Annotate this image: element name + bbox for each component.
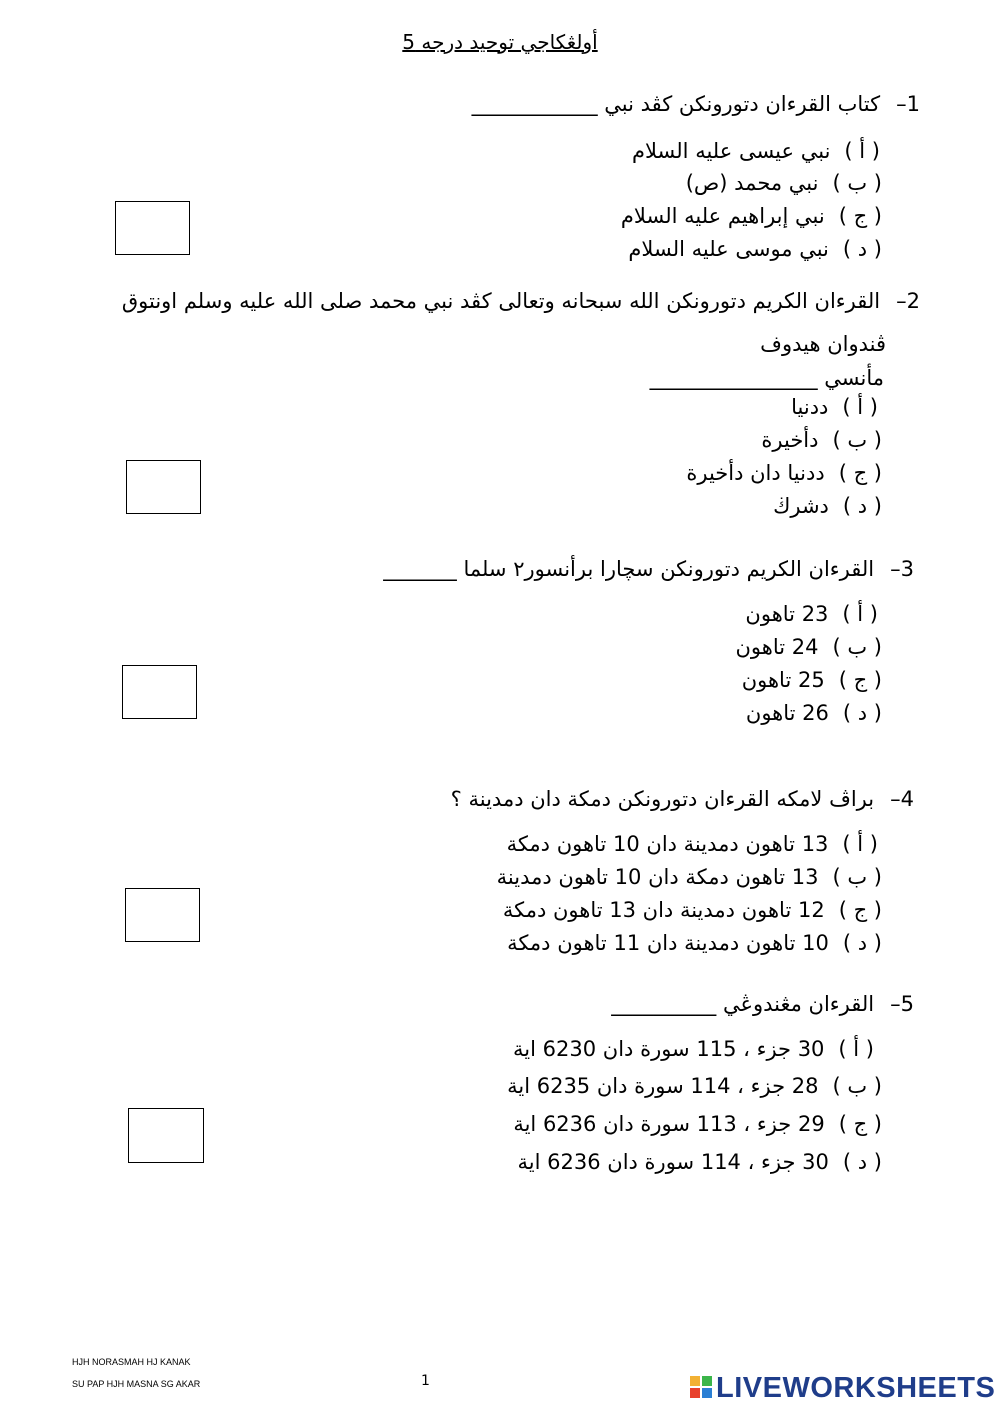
option-label: ( د ) xyxy=(842,1150,882,1174)
option-text: ددنيا xyxy=(791,395,829,419)
option-text: ددنيا دان دأخيرة xyxy=(686,461,825,485)
option-b[interactable] xyxy=(686,171,882,195)
option-text: نبي محمد (ص) xyxy=(685,171,819,195)
question-4 xyxy=(451,787,914,811)
option-label: ( ب ) xyxy=(832,1074,882,1098)
question-text-line: ڤندوان هيدوف xyxy=(760,332,886,356)
option-text: 29 جزء ، 113 سورة دان 6236 اية xyxy=(513,1112,825,1136)
answer-box-2[interactable] xyxy=(126,460,201,514)
option-d[interactable] xyxy=(628,237,882,261)
answer-box-4[interactable] xyxy=(125,888,200,942)
answer-box-3[interactable] xyxy=(122,665,197,719)
option-text: نبي إبراهيم عليه السلام xyxy=(620,204,825,228)
option-c[interactable] xyxy=(686,461,882,485)
question-text: القرءان مڠندوڠي __________ xyxy=(611,992,875,1016)
page-number: 1 xyxy=(421,1373,430,1389)
option-label: ( ج ) xyxy=(838,668,882,692)
option-text: دشرڬ xyxy=(773,494,829,518)
liveworksheets-logo xyxy=(690,1372,995,1405)
question-number: 5– xyxy=(890,992,914,1016)
option-a[interactable] xyxy=(745,602,878,626)
worksheet-title: أولڠكاجي توحيد درجه 5 xyxy=(402,30,598,54)
option-label: ( ب ) xyxy=(832,865,882,889)
option-b[interactable] xyxy=(507,1074,882,1098)
question-1 xyxy=(472,92,920,116)
question-text: القرءان الكريم دتورونكن سچارا برأنسور٢ سلما _______ xyxy=(383,557,875,581)
option-label: ( ب ) xyxy=(832,635,882,659)
option-c[interactable] xyxy=(742,668,882,692)
answer-box-1[interactable] xyxy=(115,201,190,255)
option-text: 13 تاهون دمكة دان 10 تاهون دمدينة xyxy=(496,865,819,889)
option-text: 23 تاهون xyxy=(745,602,829,626)
option-text: نبي عيسى عليه السلام xyxy=(632,139,831,163)
option-d[interactable] xyxy=(507,931,882,955)
option-a[interactable] xyxy=(513,1037,874,1061)
question-5 xyxy=(611,992,914,1016)
question-text: القرءان الكريم دتورونكن الله سبحانه وتعالى كڤد نبي محمد صلى الله عليه وسلم اونتوق xyxy=(121,289,881,313)
option-text: دأخيرة xyxy=(761,428,819,452)
option-label: ( أ ) xyxy=(842,832,878,856)
option-label: ( د ) xyxy=(842,701,882,725)
option-label: ( ج ) xyxy=(838,204,882,228)
question-text-line: مأنسي ________________ xyxy=(649,366,884,390)
author-school: SU PAP HJH MASNA SG AKAR xyxy=(72,1379,201,1389)
option-d[interactable] xyxy=(518,1150,882,1174)
option-b[interactable] xyxy=(735,635,882,659)
option-label: ( ب ) xyxy=(832,171,882,195)
option-text: 10 تاهون دمدينة دان 11 تاهون دمكة xyxy=(507,931,829,955)
option-text: 13 تاهون دمدينة دان 10 تاهون دمكة xyxy=(506,832,829,856)
question-number: 4– xyxy=(890,787,914,811)
option-label: ( ب ) xyxy=(832,428,882,452)
option-text: 25 تاهون xyxy=(741,668,825,692)
option-a[interactable] xyxy=(632,139,880,163)
option-text: 24 تاهون xyxy=(735,635,819,659)
option-text: نبي موسى عليه السلام xyxy=(628,237,829,261)
option-c[interactable] xyxy=(621,204,882,228)
question-number: 1– xyxy=(896,92,920,116)
question-number: 3– xyxy=(890,557,914,581)
option-label: ( د ) xyxy=(842,494,882,518)
option-a[interactable] xyxy=(791,395,878,419)
option-text: 12 تاهون دمدينة دان 13 تاهون دمكة xyxy=(502,898,825,922)
question-3 xyxy=(383,557,914,581)
author-name: HJH NORASMAH HJ KANAK xyxy=(72,1357,191,1367)
option-c[interactable] xyxy=(513,1112,882,1136)
option-label: ( د ) xyxy=(842,237,882,261)
question-text: كتاب القرءان دتورونكن كڤد نبي ____________ xyxy=(471,92,881,116)
option-d[interactable] xyxy=(773,494,882,518)
answer-box-5[interactable] xyxy=(128,1108,204,1163)
question-text: براڤ لامكه القرءان دتورونكن دمكة دان دمدينة ؟ xyxy=(450,787,875,811)
question-2 xyxy=(122,289,920,313)
option-b[interactable] xyxy=(497,865,882,889)
option-label: ( أ ) xyxy=(842,602,878,626)
liveworksheets-logo-icon xyxy=(690,1376,712,1400)
option-text: 28 جزء ، 114 سورة دان 6235 اية xyxy=(507,1074,819,1098)
option-c[interactable] xyxy=(503,898,882,922)
option-label: ( ج ) xyxy=(838,461,882,485)
liveworksheets-logo-text: LIVEWORKSHEETS xyxy=(716,1372,996,1404)
option-label: ( أ ) xyxy=(842,395,878,419)
question-number: 2– xyxy=(896,289,920,313)
option-a[interactable] xyxy=(507,832,878,856)
option-text: 30 جزء ، 115 سورة دان 6230 اية xyxy=(513,1037,825,1061)
option-d[interactable] xyxy=(746,701,882,725)
option-label: ( أ ) xyxy=(838,1037,874,1061)
option-label: ( أ ) xyxy=(844,139,880,163)
option-label: ( ج ) xyxy=(838,1112,882,1136)
option-text: 26 تاهون xyxy=(745,701,829,725)
option-b[interactable] xyxy=(761,428,882,452)
option-label: ( د ) xyxy=(842,931,882,955)
option-text: 30 جزء ، 114 سورة دان 6236 اية xyxy=(517,1150,829,1174)
option-label: ( ج ) xyxy=(838,898,882,922)
